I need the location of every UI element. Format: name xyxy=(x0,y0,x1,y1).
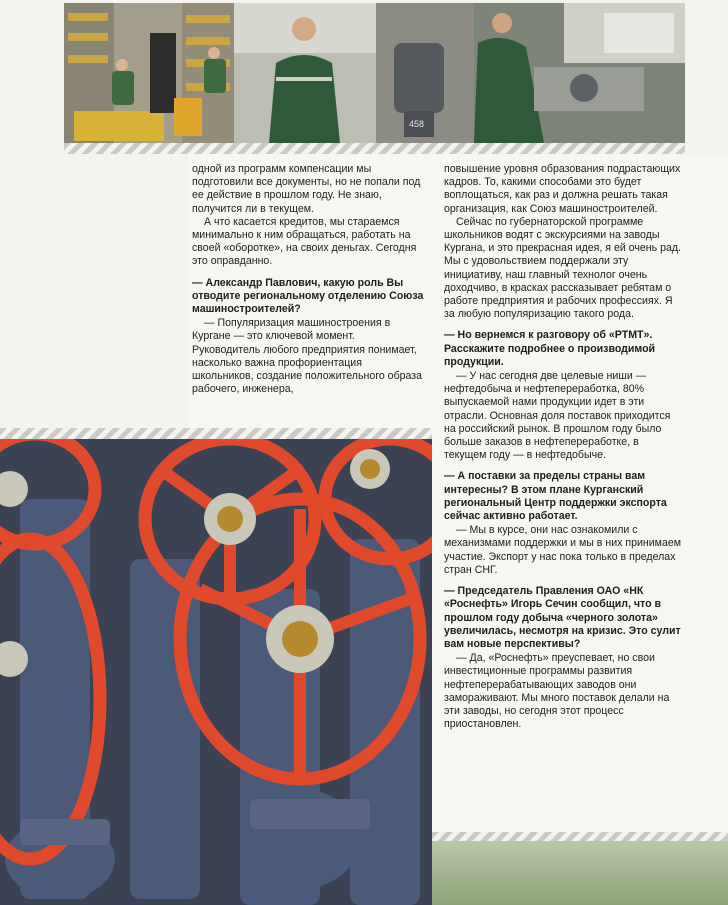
valve-number-label: 458 xyxy=(409,119,425,129)
paragraph: — Мы в курсе, они нас ознакомили с механизмами поддержки и мы в них принимаем участие. Экспорт у нас пока только в пределах стран СНГ. xyxy=(444,524,682,576)
valves-photo xyxy=(0,439,432,905)
paragraph: повышение уровня образования подрастающих кадров. То, какими способами это будет воплощаться, как раз и должна решать такая организация, как Союз машиностроителей. xyxy=(444,163,681,215)
paragraph: одной из программ компенсации мы подготовили все документы, но не попали под ее действие в прошлом году. Не знаю, получится ли в текущем. xyxy=(192,163,421,215)
interview-question: — Председатель Правления ОАО «НК «Роснефть» Игорь Сечин сообщил, что в прошлом году добыча «черного золота» увеличилась, несмотря на кризис. Это сулит вам новые перспективы? xyxy=(444,585,681,650)
page-margin xyxy=(0,154,188,428)
interview-question: — Но вернемся к разговору об «РТМТ». Расскажите подробнее о производимой продукции. xyxy=(444,329,656,368)
text-column-left xyxy=(192,163,426,396)
paragraph: Сейчас по губернаторской программе школьников водят с экскурсиями на заводы Кургана, и это прекрасная идея, я ей очень рад. Мы с удовольствием поддержали эту инициативу, наш главный технолог очень доходчиво, в красках рассказывает ребятам о работе предприятия и рабочих профессиях. Я за любую популяризацию такого рода. xyxy=(444,215,681,321)
interview-question: — А поставки за пределы страны вам интересны? В этом плане Курганский региональный Центр поддержки экспорта сейчас активно работает. xyxy=(444,470,667,523)
divider-stripe xyxy=(64,143,685,154)
paragraph: — Популяризация машиностроения в Кургане — это ключевой момент. Руководитель любого предприятия понимает, насколько важна профориентация школьников, создание положительного образа рабочего, инженера, xyxy=(192,317,423,396)
paragraph: — Да, «Роснефть» преуспевает, но свои инвестиционные программы развития нефтеперерабатывающих заводов они замораживают. Мы много поставок делали на эти заводы, но сегодня этот процесс приостановлен. xyxy=(444,652,670,731)
footer-color-bar xyxy=(432,841,728,905)
paragraph: — У нас сегодня две целевые ниши — нефтедобыча и нефтепереработка, 80% выпускаемой нами продукции идет в эти отрасли. Основная доля поставок приходится на российский рынок. В прошлом году было больше заказов в нефтепереработке, в текущем году — в нефтедобыче. xyxy=(444,370,671,462)
interview-question: — Александр Павлович, какую роль Вы отводите региональному отделению Союза машиностроителей? xyxy=(192,276,424,316)
top-photo-strip xyxy=(64,3,685,143)
text-column-right xyxy=(444,163,684,731)
paragraph: А что касается кредитов, мы стараемся минимально к ним обращаться, работать на своей «оборотке», на своих деньгах. Сегодня это оправданно. xyxy=(192,215,417,268)
divider-stripe xyxy=(432,832,728,841)
divider-stripe xyxy=(0,428,432,439)
